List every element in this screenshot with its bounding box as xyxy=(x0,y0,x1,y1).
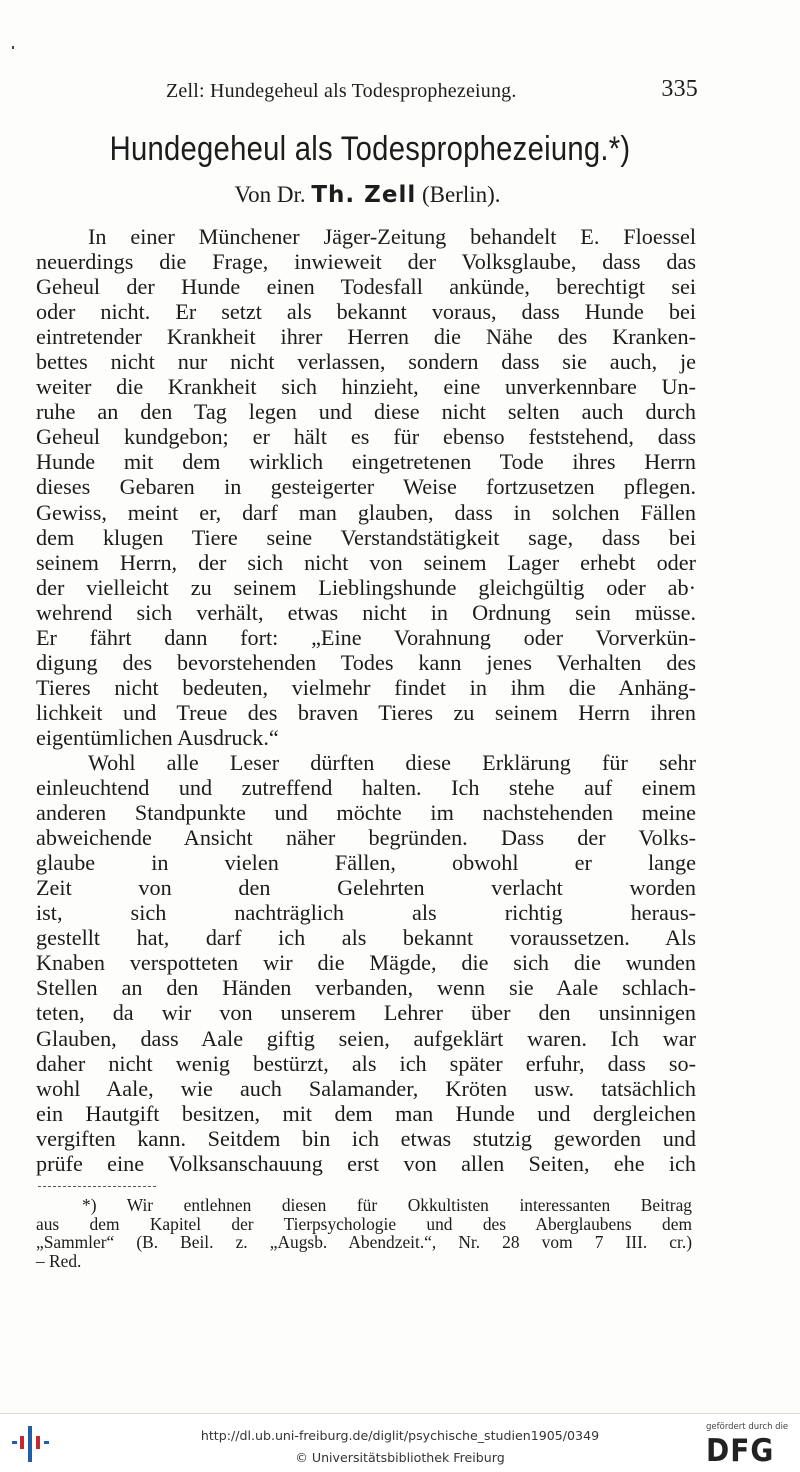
body-line: digung des bevorstehenden Todes kann jenes Verhalten des xyxy=(36,649,696,675)
body-line: oder nicht. Er setzt als bekannt voraus, dass Hunde bei xyxy=(36,299,696,325)
scan-speck xyxy=(12,46,14,49)
dfg-logo: DFG xyxy=(706,1432,775,1469)
body-line: Zeit von den Gelehrten verlacht worden xyxy=(36,875,696,901)
body-line: eigentümlichen Ausdruck.“ xyxy=(36,724,279,750)
body-line: Tieres nicht bedeuten, vielmehr findet in ihm die Anhäng- xyxy=(36,674,696,700)
body-line: ein Hautgift besitzen, mit dem man Hunde und dergleichen xyxy=(36,1100,696,1126)
footer-url[interactable]: http://dl.ub.uni-freiburg.de/diglit/psychische_studien1905/0349 xyxy=(200,1428,600,1443)
footnote-line: *) Wir entlehnen diesen für Okkultisten interessanten Beitrag xyxy=(82,1195,692,1215)
body-line: wehrend sich verhält, etwas nicht in Ordnung sein müsse. xyxy=(36,599,696,625)
body-line: teten, da wir von unserem Lehrer über den unsinnigen xyxy=(36,1000,696,1026)
body-line: anderen Standpunkte und möchte im nachstehenden meine xyxy=(36,800,696,826)
body-line: wohl Aale, wie auch Salamander, Kröten usw. tatsächlich xyxy=(36,1075,696,1101)
body-line: Wohl alle Leser dürften diese Erklärung für sehr xyxy=(88,749,696,775)
body-line: lichkeit und Treue des braven Tieres zu seinem Herrn ihren xyxy=(36,699,696,725)
body-line: eintretender Krankheit ihrer Herren die Nähe des Kranken- xyxy=(36,324,696,350)
footnote-rule xyxy=(38,1186,156,1187)
body-line: dem klugen Tiere seine Verstandstätigkeit sage, dass bei xyxy=(36,524,696,550)
body-line: Er fährt dann fort: „Eine Vorahnung oder Vorverkün- xyxy=(36,624,696,650)
byline xyxy=(0,182,735,208)
footer-bar xyxy=(0,1414,800,1472)
body-line: ist, sich nachträglich als richtig heraus- xyxy=(36,900,696,926)
article-title: Hundegeheul als Todesprophezeiung.*) xyxy=(109,130,631,168)
body-line: Geheul der Hunde einen Todesfall ankünde, berechtigt sei xyxy=(36,274,696,300)
body-line: glaube in vielen Fällen, obwohl er lange xyxy=(36,850,696,876)
body-line: Knaben verspotteten wir die Mägde, die sich die wunden xyxy=(36,950,696,976)
body-line: Gewiss, meint er, darf man glauben, dass in solchen Fällen xyxy=(36,499,696,525)
body-line: Hunde mit dem wirklich eingetretenen Tode ihres Herrn xyxy=(36,449,696,475)
body-line: bettes nicht nur nicht verlassen, sondern dass sie auch, je xyxy=(36,349,696,375)
body-line: Stellen an den Händen verbanden, wenn sie Aale schlach- xyxy=(36,975,696,1001)
body-line: seinem Herrn, der sich nicht von seinem Lager erhebt oder xyxy=(36,549,696,575)
body-line: weiter die Krankheit sich hinzieht, eine unverkennbare Un- xyxy=(36,374,696,400)
body-line: neuerdings die Frage, inwieweit der Volksglaube, dass das xyxy=(36,249,696,275)
body-line: einleuchtend und zutreffend halten. Ich stehe auf einem xyxy=(36,775,696,801)
body-line: In einer Münchener Jäger-Zeitung behandelt E. Floessel xyxy=(88,224,696,249)
footer-copyright: © Universitätsbibliothek Freiburg xyxy=(295,1450,505,1465)
running-head xyxy=(36,76,698,106)
body-line: prüfe eine Volksanschauung erst von allen Seiten, ehe ich xyxy=(36,1150,696,1176)
body-line: daher nicht wenig bestürzt, als ich später erfuhr, dass so- xyxy=(36,1050,696,1076)
byline-author: Th. Zell xyxy=(311,182,417,208)
footnote-line: „Sammler“ (B. Beil. z. „Augsb. Abendzeit.“, Nr. 28 vom 7 III. cr.) xyxy=(36,1232,692,1253)
running-head-title: Zell: Hundegeheul als Todesprophezeiung. xyxy=(166,80,517,102)
footnote xyxy=(36,1196,692,1270)
body-line: abweichende Ansicht näher begründen. Dass der Volks- xyxy=(36,825,696,851)
footnote-line: – Red. xyxy=(36,1250,82,1271)
body-line: gestellt hat, darf ich als bekannt voraussetzen. Als xyxy=(36,925,696,951)
page-number: 335 xyxy=(661,76,698,102)
body-line: vergiften kann. Seitdem bin ich etwas stutzig geworden und xyxy=(36,1125,696,1151)
body-line: dieses Gebaren in gesteigerter Weise fortzusetzen pflegen. xyxy=(36,474,696,500)
dfg-caption: gefördert durch die xyxy=(706,1422,789,1432)
byline-suffix: (Berlin). xyxy=(421,182,501,207)
footnote-line: aus dem Kapitel der Tierpsychologie und des Aberglaubens dem xyxy=(36,1213,692,1234)
body-line: der vielleicht zu seinem Lieblingshunde gleichgültig oder ab· xyxy=(36,574,696,600)
article-body xyxy=(36,224,696,1176)
body-line: ruhe an den Tag legen und diese nicht selten auch durch xyxy=(36,399,696,425)
body-line: Geheul kundgebon; er hält es für ebenso feststehend, dass xyxy=(36,424,696,450)
body-line: Glauben, dass Aale giftig seien, aufgeklärt waren. Ich war xyxy=(36,1025,696,1051)
byline-prefix: Von Dr. xyxy=(234,182,306,207)
